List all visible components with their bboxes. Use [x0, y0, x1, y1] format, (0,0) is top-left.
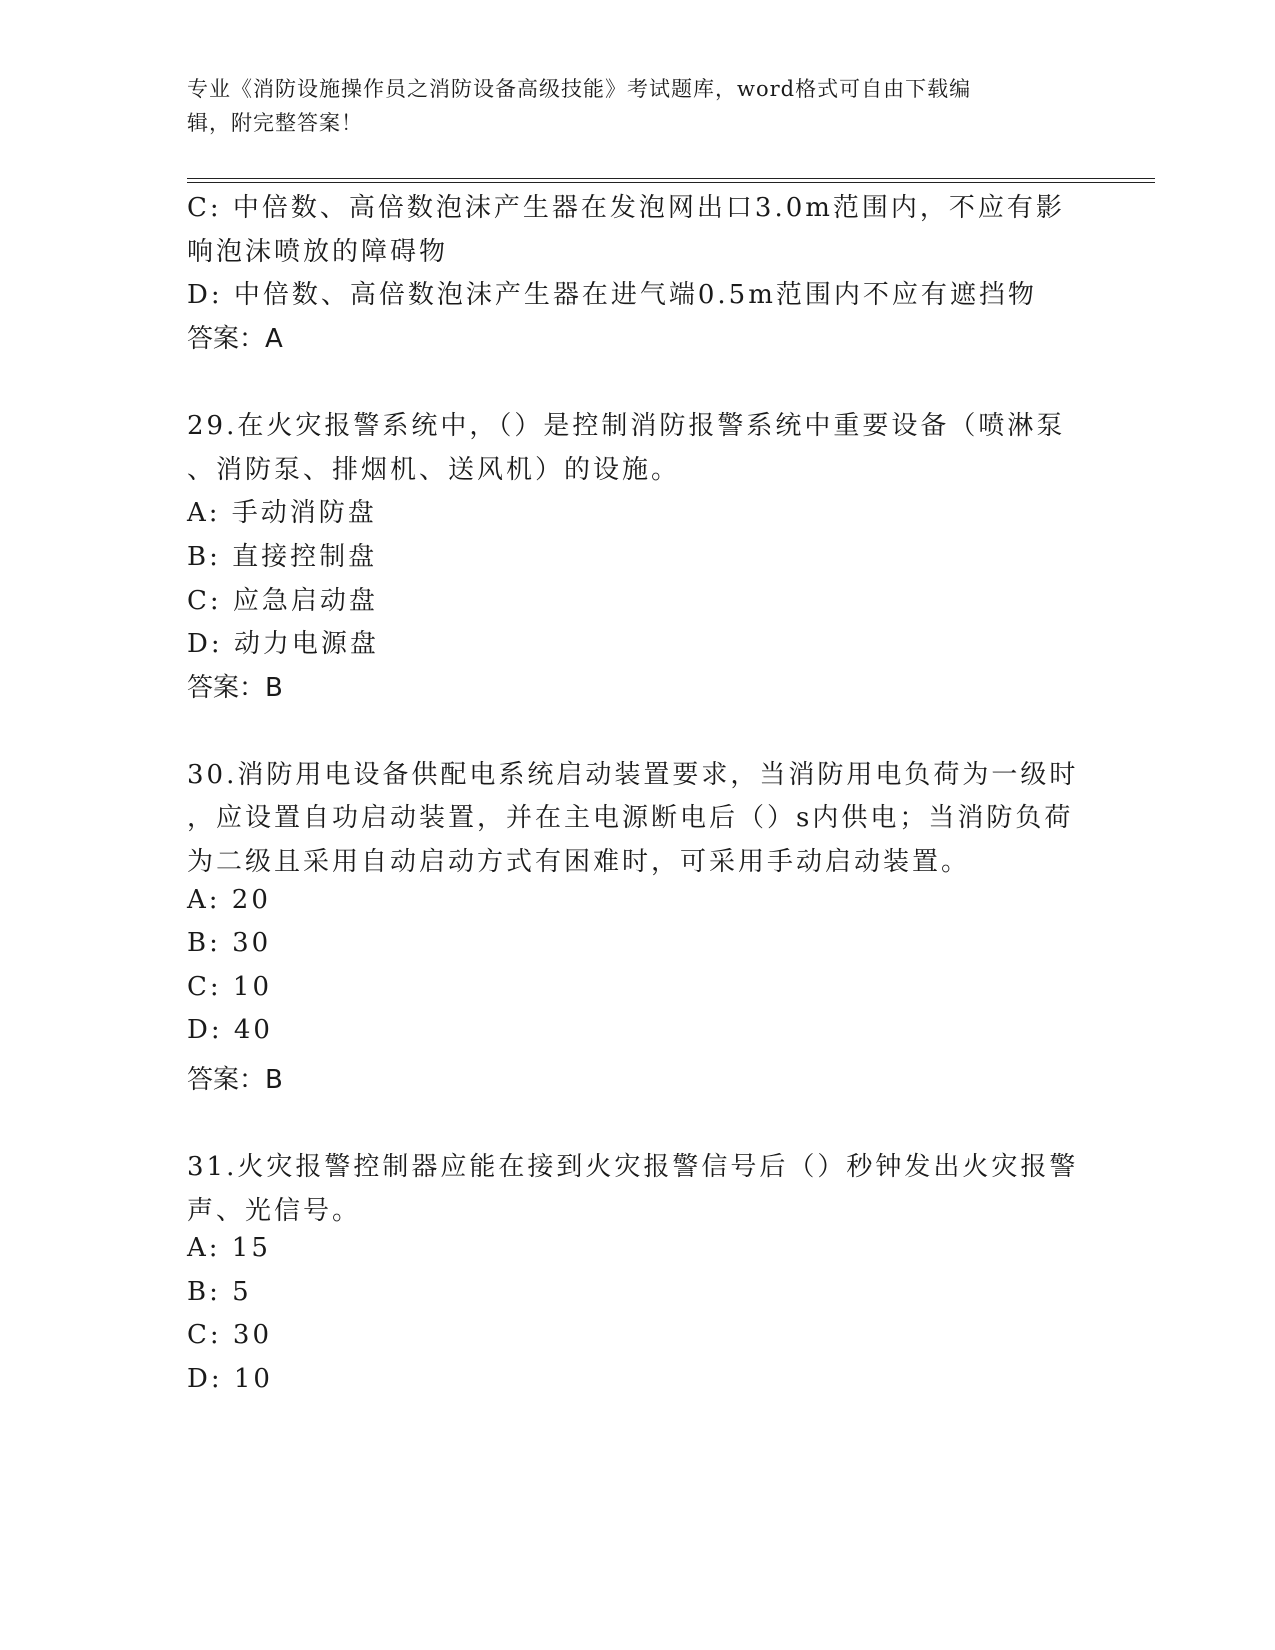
q30-option-d: D: 40	[187, 1015, 273, 1045]
q29-option-a: A: 手动消防盘	[187, 498, 377, 528]
q29-option-d: D: 动力电源盘	[187, 629, 379, 659]
q30-option-b: B: 30	[187, 928, 272, 958]
q29-option-b: B: 直接控制盘	[187, 542, 378, 572]
q28-option-d: D: 中倍数、高倍数泡沫产生器在进气端0.5m范围内不应有遮挡物	[187, 280, 1037, 310]
document-header	[187, 72, 1077, 140]
header-line-2: 辑，附完整答案！	[187, 111, 363, 135]
q30-stem-line-1: 30.消防用电设备供配电系统启动装置要求，当消防用电负荷为一级时	[187, 760, 1079, 790]
q30-option-c: C: 10	[187, 972, 273, 1002]
q29-option-c: C: 应急启动盘	[187, 586, 378, 616]
q29-answer: 答案：B	[187, 673, 283, 703]
q30-stem-line-2: ，应设置自功启动装置，并在主电源断电后（）s内供电；当消防负荷	[187, 803, 1074, 833]
q28-option-c-line-1: C: 中倍数、高倍数泡沫产生器在发泡网出口3.0m范围内，不应有影	[187, 193, 1065, 223]
q28-option-c-line-2: 响泡沫喷放的障碍物	[187, 237, 449, 267]
q31-option-d: D: 10	[187, 1364, 273, 1394]
q30-option-a: A: 20	[187, 885, 271, 915]
q31-stem-line-1: 31.火灾报警控制器应能在接到火灾报警信号后（）秒钟发出火灾报警	[187, 1152, 1079, 1182]
header-line-1: 专业《消防设施操作员之消防设备高级技能》考试题库，word格式可自由下载编	[187, 77, 972, 101]
q28-answer: 答案：A	[187, 324, 283, 354]
q31-stem-line-2: 声、光信号。	[187, 1196, 362, 1226]
q31-option-a: A: 15	[187, 1233, 271, 1263]
q31-option-c: C: 30	[187, 1320, 273, 1350]
header-divider	[187, 178, 1155, 183]
q30-stem-line-3: 为二级且采用自动启动方式有困难时，可采用手动启动装置。	[187, 847, 971, 877]
q29-stem-line-1: 29.在火灾报警系统中，（）是控制消防报警系统中重要设备（喷淋泵	[187, 411, 1066, 441]
q30-answer: 答案：B	[187, 1065, 283, 1095]
q29-stem-line-2: 、消防泵、排烟机、送风机）的设施。	[187, 455, 681, 485]
q31-option-b: B: 5	[187, 1277, 252, 1307]
